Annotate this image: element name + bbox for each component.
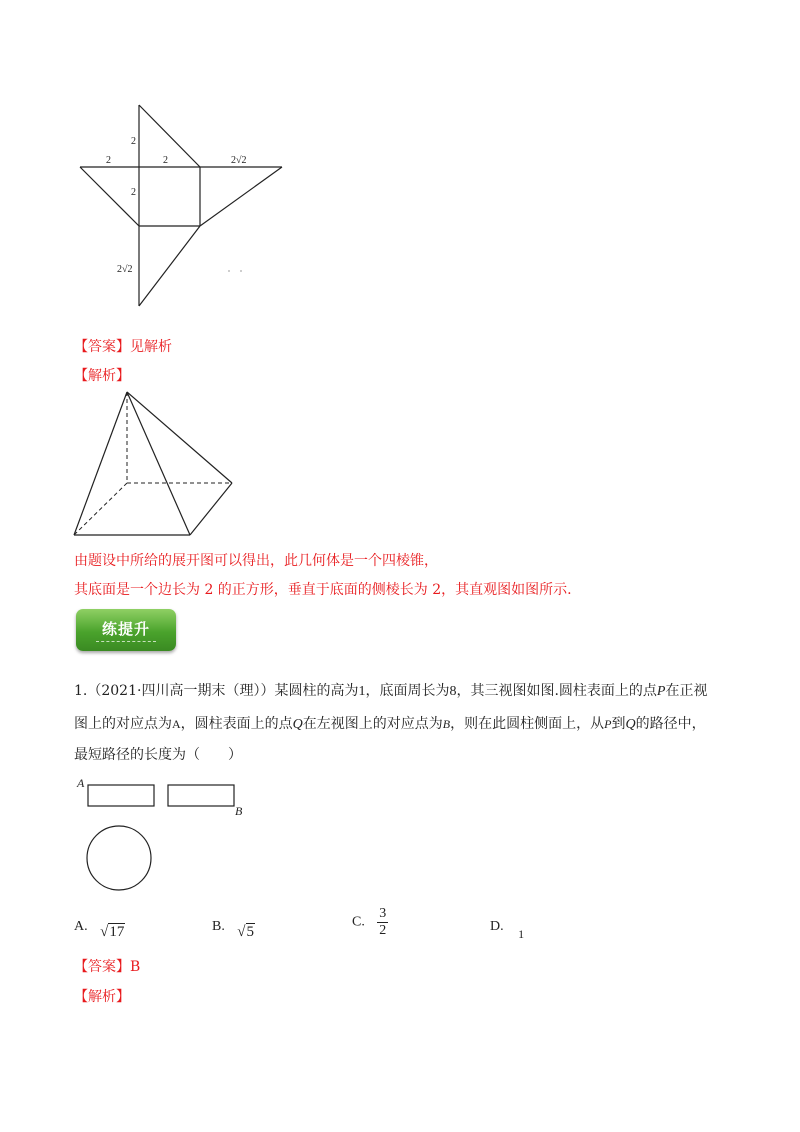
net-bottom-triangle-edge [139,226,200,306]
net-label-right-2sqrt2: 2√2 [231,155,247,166]
side-view-rect [168,785,234,806]
question-text: ，其三视图如图.圆柱表面上的点 [456,683,657,699]
analysis-heading-2: 【解析】 [74,989,130,1005]
question-text: 在正视 [665,683,708,699]
answer-line-1 [74,337,172,357]
question-line-2 [74,714,706,735]
answer-text: B [130,959,141,975]
option-a-value: √17 [100,924,125,940]
question-number: 1. [74,683,88,699]
point-p: P [604,717,612,731]
question-text: 在左视图上的对应点为 [302,716,443,732]
radicand: 5 [246,924,255,940]
label-b: B [235,804,243,818]
height-value: 1 [358,684,366,699]
net-label-square-2: 2 [131,187,136,198]
three-view-figure [72,775,252,895]
point-q: Q [292,717,303,732]
option-d-label: D. [490,919,504,934]
question-text: 的路径中， [635,716,706,732]
option-c-fraction [377,906,388,939]
net-label-top-2: 2 [131,136,136,147]
option-b-label: B. [212,919,225,934]
answer-bracket: 【答案】 [74,959,130,975]
option-a[interactable] [74,918,125,940]
explanation-line-2: 其底面是一个边长为 2 的正方形，垂直于底面的侧棱长为 2，其直观图如图所示. [74,582,572,598]
net-right-triangle-edge [200,167,282,226]
top-view-circle [87,826,151,890]
practice-badge [76,609,176,651]
answer-text: 见解析 [130,339,172,355]
net-label-bottom-2sqrt2: 2√2 [117,264,133,275]
option-d[interactable] [490,918,525,941]
badge-label: 练提升 [101,620,150,638]
question-text: 某圆柱的高为 [274,683,359,699]
question-text: 图上的对应点为 [74,716,172,732]
option-d-value: 1 [518,927,525,941]
option-a-label: A. [74,919,88,934]
net-top-triangle-edge [139,105,200,167]
answer-bracket: 【答案】 [74,339,130,355]
option-c[interactable] [352,906,388,939]
net-label-middle-2: 2 [163,155,168,166]
net-label-left-2: 2 [106,155,111,166]
question-text: ，底面周长为 [365,683,450,699]
label-a: A [77,776,85,790]
pyramid-3d-figure [70,385,240,540]
point-q: Q [625,717,636,732]
pyramid-net-figure [70,95,300,315]
point-p: P [656,684,666,699]
option-b[interactable] [212,918,255,940]
point-a: A [172,717,181,731]
question-text: 到 [611,716,626,732]
question-source: （2021·四川高一期末（理）） [87,683,275,699]
front-view-rect [88,785,154,806]
fraction-denominator: 2 [379,923,387,938]
question-line-1 [74,681,707,702]
analysis-heading-1: 【解析】 [74,368,130,384]
perimeter-value: 8 [449,684,457,699]
radicand: 17 [109,924,125,940]
question-line-3: 最短路径的长度为（ ） [74,747,242,763]
question-text: ，圆柱表面上的点 [180,716,293,732]
point-b: B [442,717,451,731]
explanation-line-1: 由题设中所给的展开图可以得出，此几何体是一个四棱锥， [74,553,438,569]
option-b-value: √5 [237,924,255,940]
fraction-numerator: 3 [379,906,387,921]
question-text: ，则在此圆柱侧面上，从 [450,716,605,732]
option-c-label: C. [352,914,365,930]
answer-line-2 [74,957,140,977]
